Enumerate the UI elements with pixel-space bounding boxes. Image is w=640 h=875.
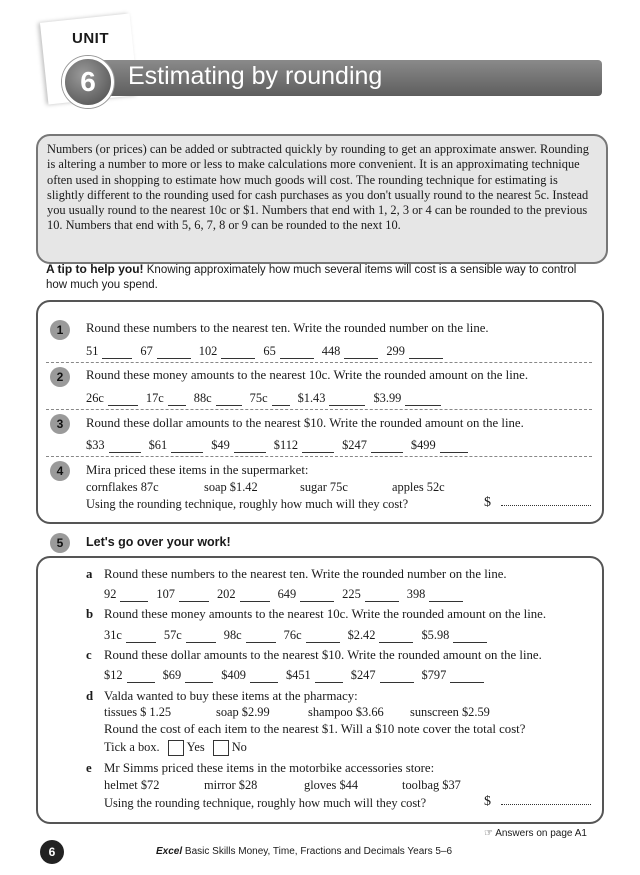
answer-line[interactable] (157, 347, 191, 359)
no-label: No (231, 740, 247, 754)
divider (46, 456, 592, 457)
item: 65 (263, 344, 321, 359)
part-letter: d (86, 689, 94, 703)
answers-text: Answers on page A1 (495, 828, 587, 839)
answer-field (484, 494, 591, 511)
answer-line[interactable] (440, 441, 468, 453)
answer-line[interactable] (179, 590, 209, 602)
answer-line[interactable] (185, 671, 213, 683)
no-checkbox[interactable] (213, 740, 229, 756)
answers-note (484, 828, 587, 839)
item: 26c (86, 391, 146, 406)
item: 31c (104, 628, 164, 643)
answer-line[interactable] (216, 394, 242, 406)
item: $12 (104, 668, 163, 683)
item: $69 (163, 668, 222, 683)
answer-row (104, 587, 471, 602)
item: 76c (284, 628, 348, 643)
review-heading: Let's go over your work! (86, 535, 231, 549)
tip-text: Knowing approximately how much several items will cost is a sensible way to control how much you spend. (46, 264, 577, 291)
item: $797 (422, 668, 493, 683)
item: $61 (149, 438, 212, 453)
item: sunscreen $2.59 (410, 705, 490, 719)
question-number: 1 (50, 320, 70, 340)
answer-line[interactable] (120, 590, 148, 602)
item: $499 (411, 438, 476, 453)
answer-line[interactable] (453, 631, 487, 643)
part-letter: b (86, 607, 94, 621)
divider (46, 362, 592, 363)
item: 17c (146, 391, 194, 406)
item: shampoo $3.66 (308, 705, 384, 719)
item: toolbag $37 (402, 778, 461, 792)
item: $247 (342, 438, 411, 453)
item: $1.43 (298, 391, 374, 406)
question-text: Mira priced these items in the supermarket: (86, 463, 309, 477)
item: 51 (86, 344, 140, 359)
answer-line[interactable] (450, 671, 484, 683)
answer-line[interactable] (126, 631, 156, 643)
answer-line[interactable] (171, 441, 203, 453)
question-text: Round these money amounts to the nearest 10c. Write the rounded amount on the line. (86, 368, 529, 382)
answer-row (104, 628, 495, 643)
answer-line[interactable] (379, 631, 413, 643)
answer-line[interactable] (344, 347, 378, 359)
item-list (104, 778, 461, 793)
answer-line[interactable] (280, 347, 314, 359)
part-prompt: Using the rounding technique, roughly how much will they cost? (104, 796, 427, 810)
question-text: Round these numbers to the nearest ten. Write the rounded number on the line. (86, 321, 489, 335)
item: $33 (86, 438, 149, 453)
yes-checkbox[interactable] (168, 740, 184, 756)
question-number: 2 (50, 367, 70, 387)
item: 202 (217, 587, 278, 602)
answer-line[interactable] (380, 671, 414, 683)
answer-line[interactable] (300, 590, 334, 602)
item: 92 (104, 587, 156, 602)
answer-line[interactable] (102, 347, 132, 359)
item: soap $1.42 (204, 480, 258, 494)
answer-line[interactable] (302, 441, 334, 453)
item: cornflakes 87c (86, 480, 159, 494)
question-text: Round these dollar amounts to the nearest $10. Write the rounded amount on the line. (86, 416, 524, 430)
currency-symbol: $ (484, 495, 491, 510)
item: tissues $ 1.25 (104, 705, 172, 719)
part-text: Round these numbers to the nearest ten. Write the rounded number on the line. (104, 567, 507, 581)
answer-line[interactable] (306, 631, 340, 643)
answer-line[interactable] (221, 347, 255, 359)
item: 67 (140, 344, 198, 359)
item: $451 (286, 668, 351, 683)
item: 649 (278, 587, 343, 602)
item: 107 (156, 587, 217, 602)
divider (46, 409, 592, 410)
unit-number-badge: 6 (62, 56, 114, 108)
part-text: Round these dollar amounts to the nearest $10. Write the rounded amount on the line. (104, 648, 542, 662)
item: $409 (221, 668, 286, 683)
item: mirror $28 (204, 778, 258, 792)
answer-line[interactable] (168, 394, 186, 406)
answer-line[interactable] (371, 441, 403, 453)
item: gloves $44 (304, 778, 359, 792)
item: $5.98 (421, 628, 495, 643)
part-letter: a (86, 567, 93, 581)
item: 299 (386, 344, 451, 359)
item: $2.42 (348, 628, 422, 643)
intro-box: Numbers (or prices) can be added or subtracted quickly by rounding to get an approximate answer. Rounding is altering a number to more or less to make calculations more convenient. It is an approximating technique often used in shopping to estimate how much goods will cost. The rounding technique for estimating is slightly different to the rounding used for cash purchases as you don't usually round to the nearest 5c. Instead you usually round to the nearest 10c or $1. Numbers that end with 1, 2, 3 or 4 can be rounded to the previous 10. Numbers that end with 5, 6, 7, 8 or 9 can be rounded to the next 10. (36, 134, 608, 264)
page-title: Estimating by rounding (128, 62, 383, 90)
answer-line[interactable] (329, 394, 365, 406)
item: $112 (274, 438, 342, 453)
answer-line[interactable] (246, 631, 276, 643)
part-letter: e (86, 761, 92, 775)
part-letter: c (86, 648, 92, 662)
currency-symbol: $ (484, 794, 491, 809)
answer-line[interactable] (501, 793, 591, 805)
part-prompt: Round the cost of each item to the nearest $1. Will a $10 note cover the total cost? (104, 722, 526, 736)
answer-line[interactable] (501, 494, 591, 506)
answer-row (86, 344, 451, 359)
item: soap $2.99 (216, 705, 270, 719)
item: $3.99 (373, 391, 449, 406)
item: helmet $72 (104, 778, 160, 792)
tip-label: A tip to help you! (46, 262, 144, 276)
item-list (86, 480, 445, 495)
brand-logo: Excel (156, 846, 183, 857)
part-text: Mr Simms priced these items in the motorbike accessories store: (104, 761, 435, 775)
answer-line[interactable] (365, 590, 399, 602)
answer-line[interactable] (186, 631, 216, 643)
footer-book-title (156, 846, 452, 857)
answer-line[interactable] (109, 441, 141, 453)
item: 88c (194, 391, 250, 406)
question-number: 3 (50, 414, 70, 434)
tip (46, 262, 586, 293)
unit-label: UNIT (72, 30, 109, 47)
item: 57c (164, 628, 224, 643)
answer-line[interactable] (429, 590, 463, 602)
question-prompt: Using the rounding technique, roughly how much will they cost? (86, 497, 409, 511)
answer-line[interactable] (234, 441, 266, 453)
item: 225 (342, 587, 407, 602)
item-list (104, 705, 490, 720)
question-number: 4 (50, 461, 70, 481)
book-title: Basic Skills Money, Time, Fractions and Decimals Years 5–6 (184, 846, 453, 857)
question-number: 5 (50, 533, 70, 553)
answer-row (86, 391, 449, 406)
item: 98c (224, 628, 284, 643)
answer-line[interactable] (127, 671, 155, 683)
answer-row (104, 668, 492, 683)
yes-label: Yes (186, 740, 205, 754)
item: $247 (351, 668, 422, 683)
pointing-hand-icon: ☞ (484, 828, 493, 839)
answer-line[interactable] (108, 394, 138, 406)
answer-field (484, 793, 591, 810)
answer-line[interactable] (250, 671, 278, 683)
page-number: 6 (40, 840, 64, 864)
item: sugar 75c (300, 480, 348, 494)
item: apples 52c (392, 480, 445, 494)
item: $49 (211, 438, 274, 453)
answer-line[interactable] (405, 394, 441, 406)
item: 75c (250, 391, 298, 406)
answer-line[interactable] (409, 347, 443, 359)
tick-row (104, 740, 247, 756)
answer-line[interactable] (272, 394, 290, 406)
answer-line[interactable] (240, 590, 270, 602)
answer-line[interactable] (315, 671, 343, 683)
part-text: Round these money amounts to the nearest 10c. Write the rounded amount on the line. (104, 607, 547, 621)
tick-label: Tick a box. (104, 740, 160, 754)
item: 398 (407, 587, 472, 602)
item: 448 (322, 344, 387, 359)
item: 102 (199, 344, 264, 359)
answer-row (86, 438, 476, 453)
part-text: Valda wanted to buy these items at the pharmacy: (104, 689, 358, 703)
